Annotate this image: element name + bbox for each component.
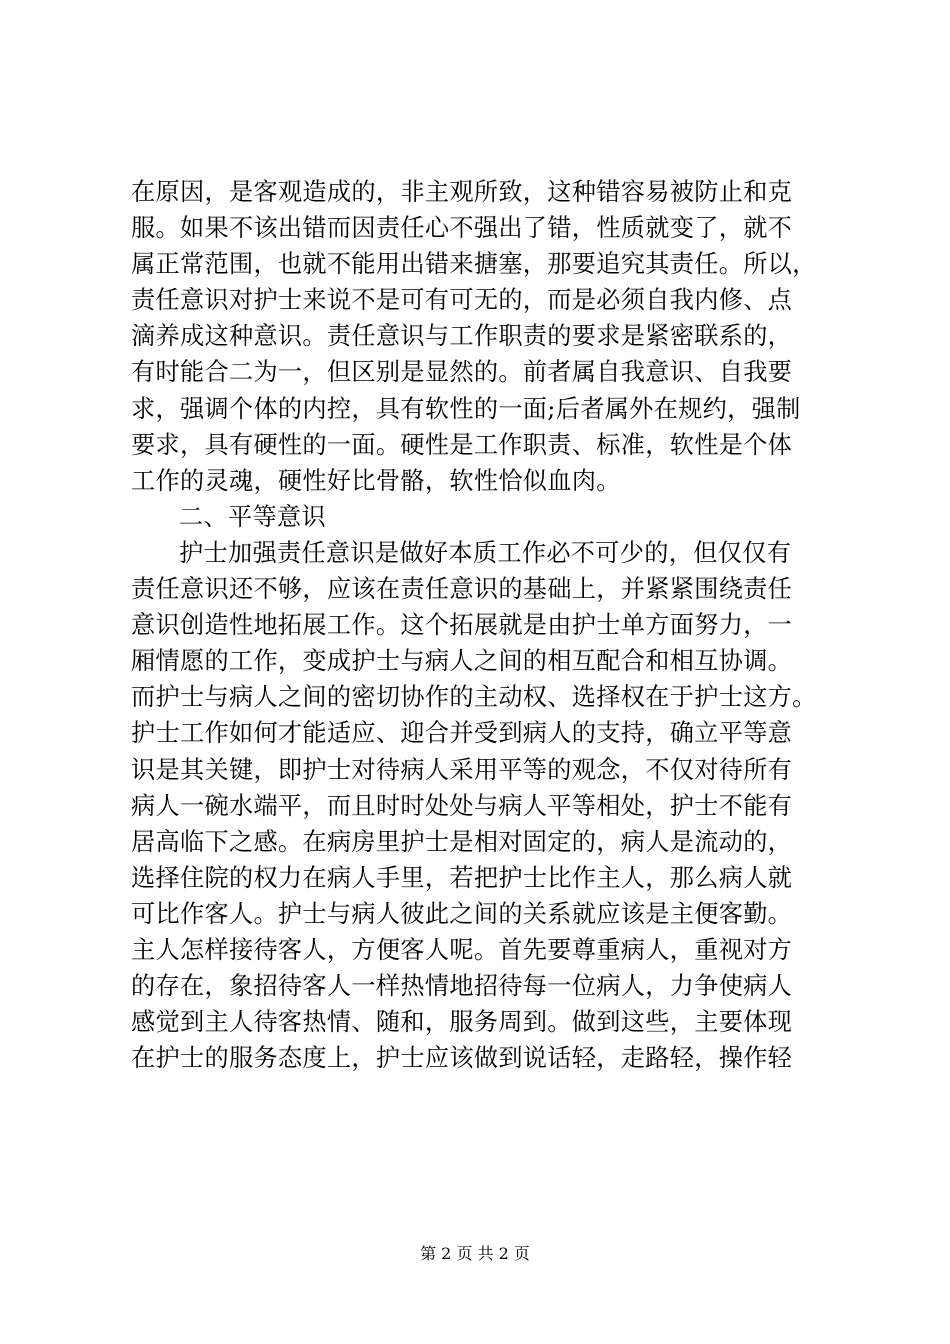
text-line: 滴养成这种意识。责任意识与工作职责的要求是紧密联系的， xyxy=(131,322,793,351)
text-line: 服。如果不该出错而因责任心不强出了错，性质就变了，就不 xyxy=(131,214,793,243)
text-line: 主人怎样接待客人，方便客人呢。首先要尊重病人，重视对方 xyxy=(131,935,793,964)
text-line: 选择住院的权力在病人手里，若把护士比作主人，那么病人就 xyxy=(131,863,793,892)
text-line: 意识创造性地拓展工作。这个拓展就是由护士单方面努力，一 xyxy=(131,611,793,640)
text-line: 护士加强责任意识是做好本质工作必不可少的，但仅仅有 xyxy=(179,538,792,567)
text-line: 属正常范围，也就不能用出错来搪塞，那要追究其责任。所以， xyxy=(131,250,817,279)
text-line: 居高临下之感。在病房里护士是相对固定的，病人是流动的， xyxy=(131,827,793,856)
text-line: 求，强调个体的内控，具有软性的一面;后者属外在规约，强制 xyxy=(131,394,801,423)
text-line: 而护士与病人之间的密切协作的主动权、选择权在于护士这方。 xyxy=(131,683,817,712)
text-line: 要求，具有硬性的一面。硬性是工作职责、标准，软性是个体 xyxy=(131,430,793,459)
document-body xyxy=(131,174,831,1076)
page-footer: 第 2 页 共 2 页 xyxy=(420,1244,530,1263)
text-line: 责任意识对护士来说不是可有可无的，而是必须自我内修、点 xyxy=(131,286,793,315)
text-line: 责任意识还不够，应该在责任意识的基础上，并紧紧围绕责任 xyxy=(131,575,793,604)
text-line: 的存在，象招待客人一样热情地招待每一位病人，力争使病人 xyxy=(131,972,793,1001)
text-line: 可比作客人。护士与病人彼此之间的关系就应该是主便客勤。 xyxy=(131,899,793,928)
text-line: 感觉到主人待客热情、随和，服务周到。做到这些，主要体现 xyxy=(131,1008,793,1037)
text-line: 在护士的服务态度上，护士应该做到说话轻，走路轻，操作轻 xyxy=(131,1044,793,1073)
text-line: 护士工作如何才能适应、迎合并受到病人的支持，确立平等意 xyxy=(131,719,793,748)
text-line: 在原因，是客观造成的，非主观所致，这种错容易被防止和克 xyxy=(131,178,793,206)
text-line: 病人一碗水端平，而且时时处处与病人平等相处，护士不能有 xyxy=(131,791,793,820)
text-line: 识是其关键，即护士对待病人采用平等的观念，不仅对待所有 xyxy=(131,755,793,784)
section-heading: 二、平等意识 xyxy=(179,502,326,531)
text-line: 有时能合二为一，但区别是显然的。前者属自我意识、自我要 xyxy=(131,358,793,387)
text-line: 工作的灵魂，硬性好比骨骼，软性恰似血肉。 xyxy=(131,466,621,495)
text-line: 厢情愿的工作，变成护士与病人之间的相互配合和相互协调。 xyxy=(131,647,793,676)
